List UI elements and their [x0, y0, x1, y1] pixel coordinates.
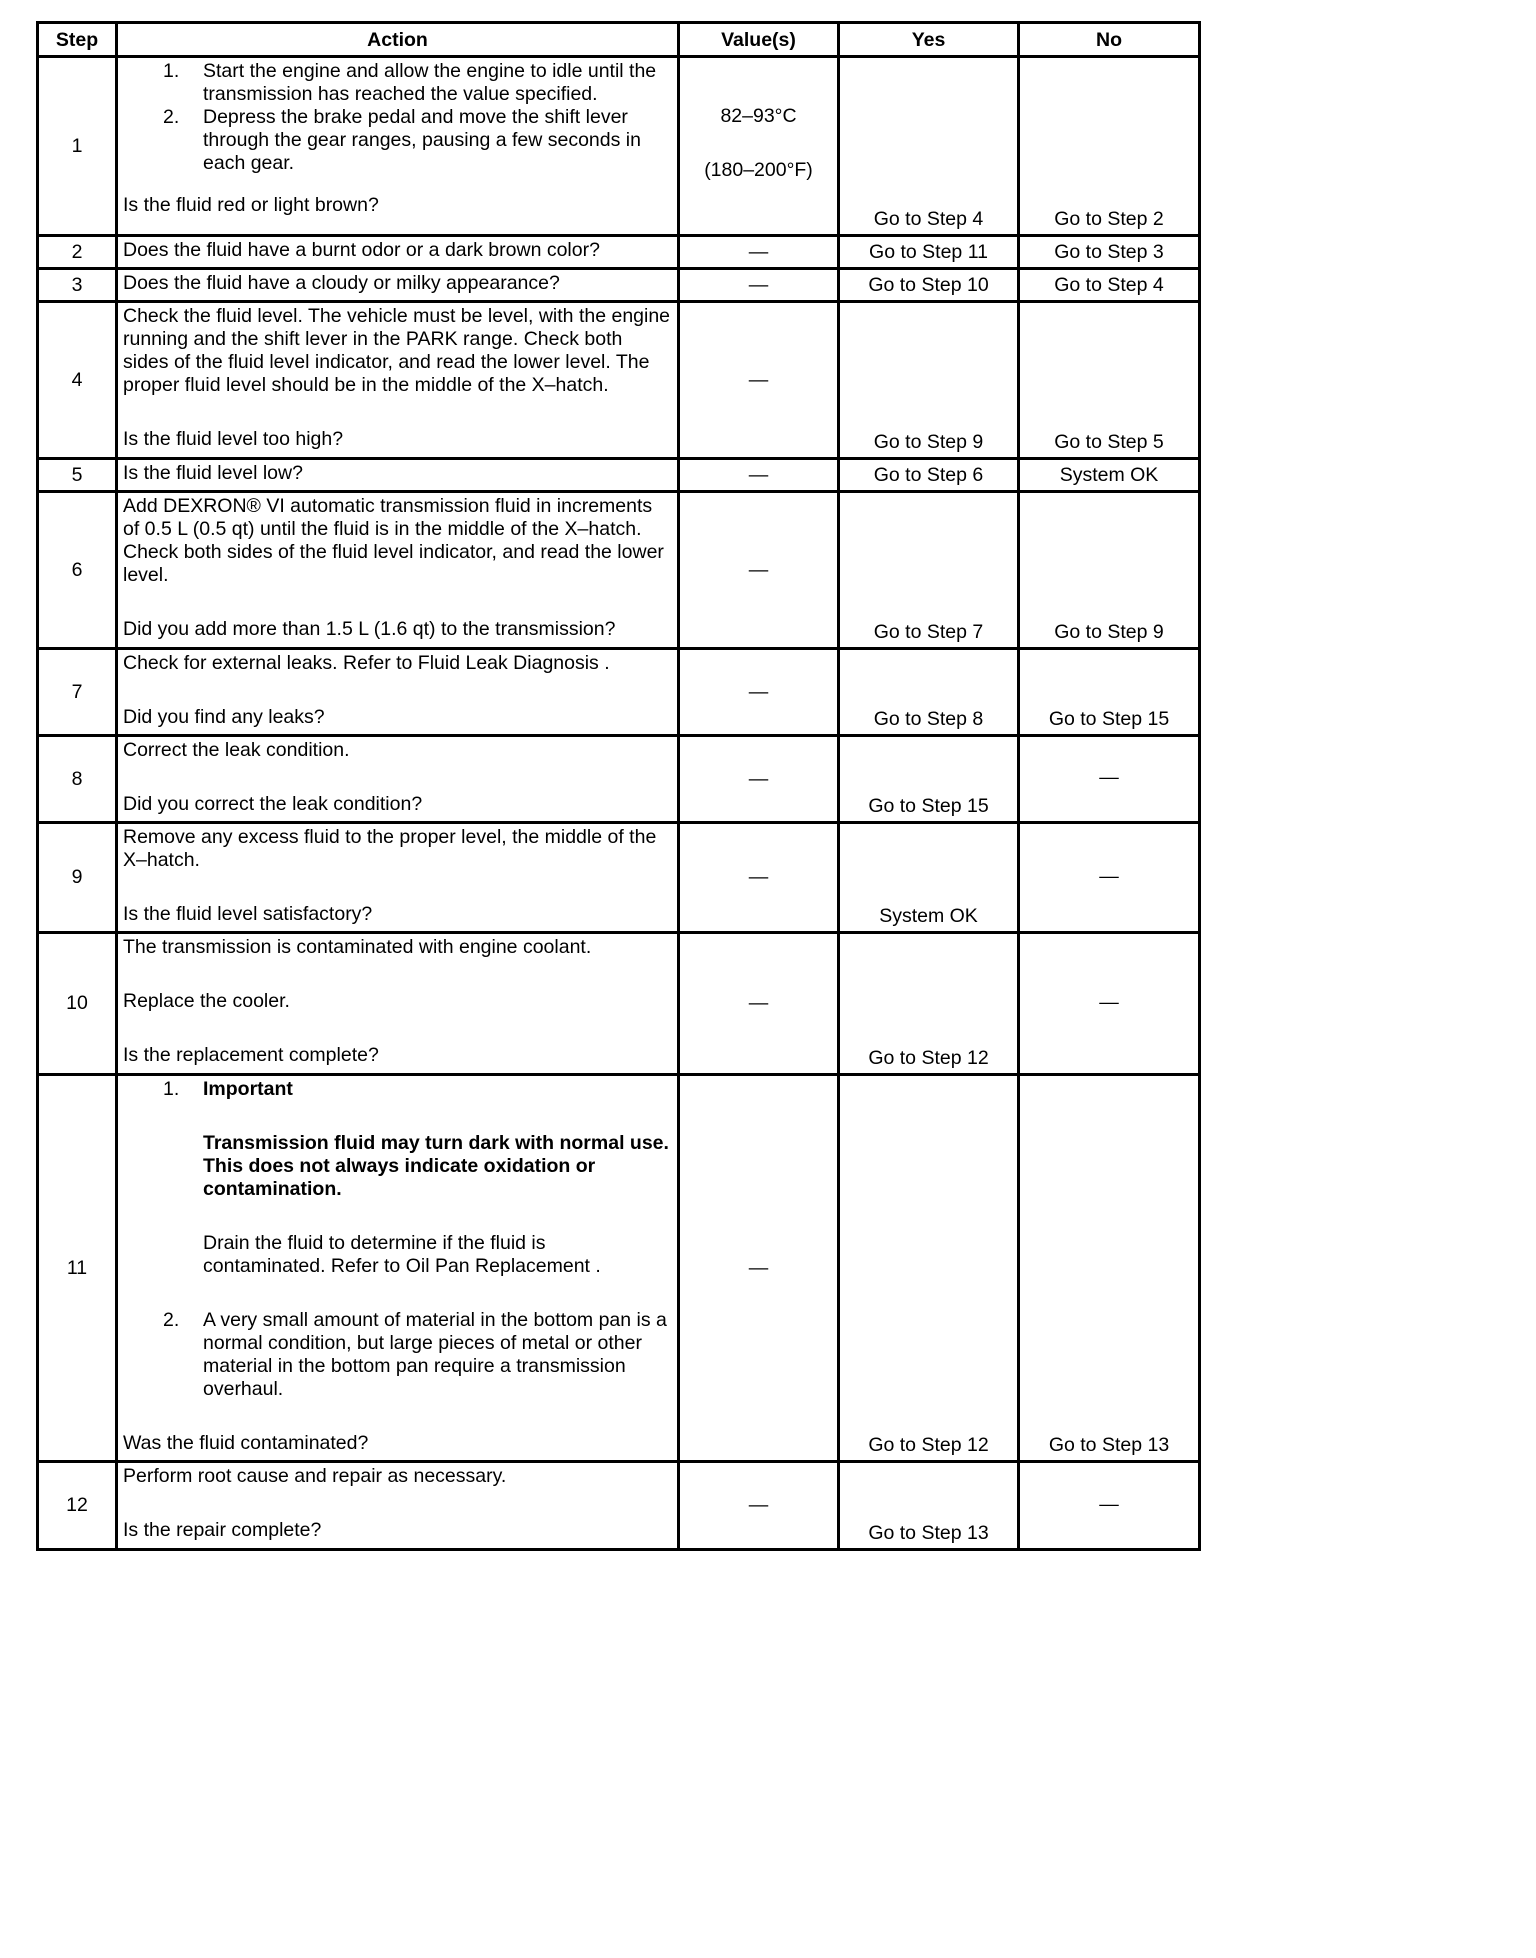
value-cell: — — [679, 933, 839, 1075]
no-cell: Go to Step 3 — [1019, 236, 1200, 269]
value-cell: — — [679, 459, 839, 492]
yes-cell: Go to Step 7 — [839, 492, 1019, 649]
question-text: Does the fluid have a burnt odor or a dark brown color? — [123, 239, 600, 261]
yes-cell: Go to Step 10 — [839, 269, 1019, 302]
list-item: 1. Important Transmission fluid may turn dark with normal use. This does not always indicate oxidation or contamination. Drain the fluid to determine if the fluid is contaminated. Refer to Oil Pan Replacement . — [123, 1078, 673, 1278]
action-cell — [117, 736, 679, 823]
instruction-text: A very small amount of material in the bottom pan is a normal condition, but large pieces of metal or other material in the bottom pan require a transmission overhaul. — [203, 1309, 667, 1400]
step-number: 6 — [38, 492, 117, 649]
value-cell: — — [679, 736, 839, 823]
question-text: Is the fluid level low? — [123, 462, 303, 484]
table-row — [38, 459, 1200, 492]
action-cell — [117, 823, 679, 933]
yes-cell: Go to Step 11 — [839, 236, 1019, 269]
yes-cell: Go to Step 8 — [839, 649, 1019, 736]
value-cell: — — [679, 236, 839, 269]
step-number: 9 — [38, 823, 117, 933]
instruction-text: Check the fluid level. The vehicle must be level, with the engine running and the shift lever in the PARK range. Check both sides of the fluid level indicator, and read the lower level. The proper fluid level should be in the middle of the X–hatch. — [123, 305, 671, 396]
value-cell: — — [679, 269, 839, 302]
no-cell: Go to Step 15 — [1019, 649, 1200, 736]
yes-cell: Go to Step 12 — [839, 933, 1019, 1075]
step-number: 11 — [38, 1075, 117, 1462]
question-text: Does the fluid have a cloudy or milky appearance? — [123, 272, 560, 294]
table-row — [38, 57, 1200, 236]
no-cell: Go to Step 2 — [1019, 57, 1200, 236]
yes-cell: Go to Step 6 — [839, 459, 1019, 492]
no-cell: Go to Step 13 — [1019, 1075, 1200, 1462]
value-cell: — — [679, 1075, 839, 1462]
step-number: 4 — [38, 302, 117, 459]
table-row — [38, 823, 1200, 933]
value-fahrenheit: (180–200°F) — [704, 159, 813, 181]
instruction-text: Drain the fluid to determine if the fluid is contaminated. Refer to Oil Pan Replacement . — [203, 1232, 601, 1277]
table-row — [38, 1075, 1200, 1462]
table-row — [38, 736, 1200, 823]
value-cell: — — [679, 823, 839, 933]
yes-cell: Go to Step 9 — [839, 302, 1019, 459]
value-cell: — — [679, 649, 839, 736]
action-cell — [117, 269, 679, 302]
yes-cell: Go to Step 4 — [839, 57, 1019, 236]
question-text: Is the fluid level too high? — [123, 428, 344, 450]
table-row — [38, 236, 1200, 269]
table-row — [38, 649, 1200, 736]
action-cell — [117, 1462, 679, 1550]
step-number: 3 — [38, 269, 117, 302]
header-values: Value(s) — [679, 23, 839, 57]
step-number: 7 — [38, 649, 117, 736]
yes-cell: Go to Step 15 — [839, 736, 1019, 823]
table-row — [38, 1462, 1200, 1550]
important-note: Transmission fluid may turn dark with normal use. This does not always indicate oxidation or contamination. — [203, 1132, 669, 1200]
step-number: 8 — [38, 736, 117, 823]
value-celsius: 82–93°C — [720, 105, 797, 127]
step-number: 1 — [38, 57, 117, 236]
header-action: Action — [117, 23, 679, 57]
no-cell: Go to Step 9 — [1019, 492, 1200, 649]
question-text: Did you find any leaks? — [123, 706, 325, 728]
question-text: Did you correct the leak condition? — [123, 793, 423, 815]
instruction-text: Check for external leaks. Refer to Fluid Leak Diagnosis . — [123, 652, 610, 674]
question-text: Was the fluid contaminated? — [123, 1432, 369, 1454]
question-text: Is the fluid red or light brown? — [123, 194, 379, 216]
instruction-text: Replace the cooler. — [123, 990, 290, 1012]
value-cell: — — [679, 492, 839, 649]
yes-cell: Go to Step 12 — [839, 1075, 1019, 1462]
important-label: Important — [203, 1078, 293, 1100]
diagnostic-table — [36, 21, 1201, 1551]
instruction-text: Perform root cause and repair as necessary. — [123, 1465, 507, 1487]
table-row — [38, 492, 1200, 649]
value-cell: — — [679, 302, 839, 459]
yes-cell: Go to Step 13 — [839, 1462, 1019, 1550]
step-number: 5 — [38, 459, 117, 492]
question-text: Did you add more than 1.5 L (1.6 qt) to the transmission? — [123, 618, 616, 640]
action-cell — [117, 1075, 679, 1462]
action-cell — [117, 302, 679, 459]
no-cell: — — [1019, 823, 1200, 933]
list-item: 2. Depress the brake pedal and move the shift lever through the gear ranges, pausing a few seconds in each gear. — [163, 106, 641, 174]
action-cell — [117, 933, 679, 1075]
action-cell — [117, 57, 679, 236]
instruction-text: The transmission is contaminated with engine coolant. — [123, 936, 592, 958]
action-cell — [117, 492, 679, 649]
header-yes: Yes — [839, 23, 1019, 57]
instruction-text: Add DEXRON® VI automatic transmission fluid in increments of 0.5 L (0.5 qt) until the fluid is in the middle of the X–hatch. Check both sides of the fluid level indicator, and read the lower level. — [123, 495, 664, 586]
step-number: 12 — [38, 1462, 117, 1550]
header-step: Step — [38, 23, 117, 57]
step-number: 2 — [38, 236, 117, 269]
table-row — [38, 302, 1200, 459]
header-no: No — [1019, 23, 1200, 57]
no-cell: System OK — [1019, 459, 1200, 492]
table-row — [38, 933, 1200, 1075]
value-cell — [679, 57, 839, 236]
no-cell: — — [1019, 933, 1200, 1075]
action-cell — [117, 459, 679, 492]
value-cell: — — [679, 1462, 839, 1550]
instruction-text: Correct the leak condition. — [123, 739, 350, 761]
question-text: Is the fluid level satisfactory? — [123, 903, 373, 925]
instruction-text: Remove any excess fluid to the proper level, the middle of the X–hatch. — [123, 826, 657, 871]
no-cell: Go to Step 5 — [1019, 302, 1200, 459]
yes-cell: System OK — [839, 823, 1019, 933]
no-cell: — — [1019, 1462, 1200, 1550]
action-cell — [117, 236, 679, 269]
list-item: 2. A very small amount of material in the bottom pan is a normal condition, but large pieces of metal or other material in the bottom pan require a transmission overhaul. — [123, 1309, 673, 1401]
list-item: 1. Start the engine and allow the engine to idle until the transmission has reached the value specified. — [163, 60, 657, 105]
table-row — [38, 269, 1200, 302]
question-text: Is the replacement complete? — [123, 1044, 379, 1066]
no-cell: — — [1019, 736, 1200, 823]
header-row — [38, 23, 1200, 57]
step-number: 10 — [38, 933, 117, 1075]
question-text: Is the repair complete? — [123, 1519, 322, 1541]
action-cell — [117, 649, 679, 736]
no-cell: Go to Step 4 — [1019, 269, 1200, 302]
